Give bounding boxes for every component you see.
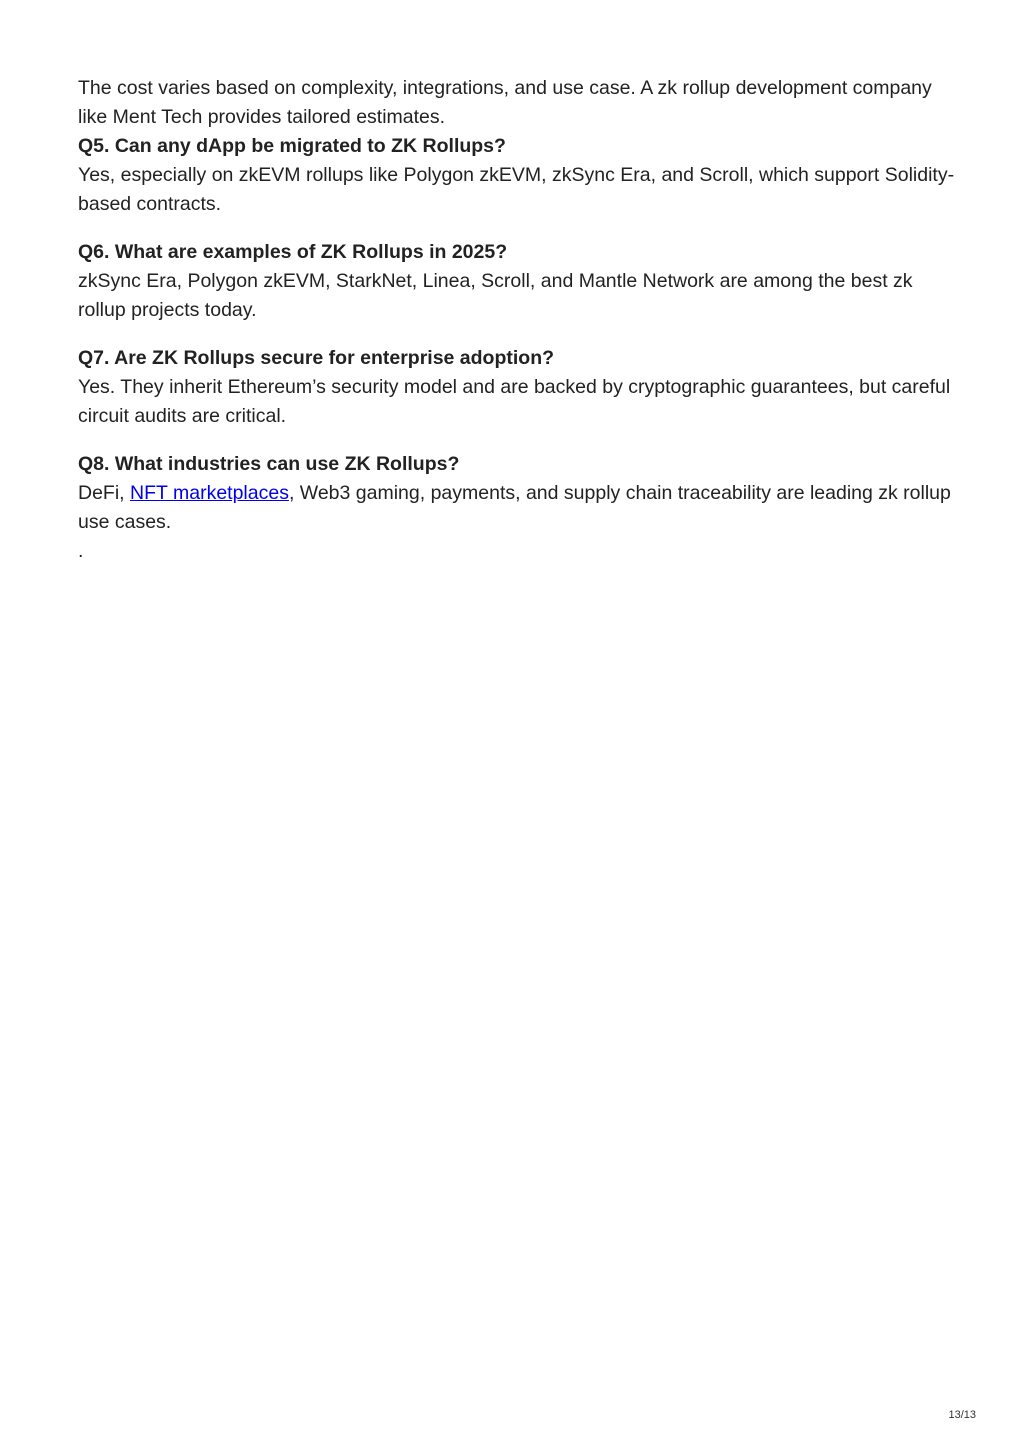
faq-answer-q7: Yes. They inherit Ethereum’s security model and are backed by cryptographic guarantees, but careful circuit audits are critical.	[78, 376, 951, 427]
faq-question-q7: Q7. Are ZK Rollups secure for enterprise adoption?	[78, 347, 555, 369]
faq-question-q8: Q8. What industries can use ZK Rollups?	[78, 453, 460, 475]
faq-question-q5: Q5. Can any dApp be migrated to ZK Rollups?	[78, 135, 506, 157]
page-number: 13/13	[948, 1409, 976, 1421]
nft-marketplaces-link[interactable]: NFT marketplaces	[130, 482, 289, 504]
faq-answer-q8-end: , Web3 gaming, payments, and supply chain traceability are leading zk rollup use cases.	[78, 482, 951, 533]
trailing-dot: .	[78, 540, 84, 562]
faq-question-q6: Q6. What are examples of ZK Rollups in 2025?	[78, 241, 508, 263]
faq-answer-q5: Yes, especially on zkEVM rollups like Polygon zkEVM, zkSync Era, and Scroll, which support Solidity-based contracts.	[78, 164, 955, 215]
faq-answer-q6: zkSync Era, Polygon zkEVM, StarkNet, Linea, Scroll, and Mantle Network are among the best zk rollup projects today.	[78, 270, 913, 321]
faq-answer-q8-start: DeFi,	[78, 482, 131, 504]
faq-answer-q8	[78, 479, 958, 537]
intro-paragraph: The cost varies based on complexity, integrations, and use case. A zk rollup development company like Ment Tech provides tailored estimates.	[78, 77, 932, 128]
document-body	[78, 74, 958, 566]
